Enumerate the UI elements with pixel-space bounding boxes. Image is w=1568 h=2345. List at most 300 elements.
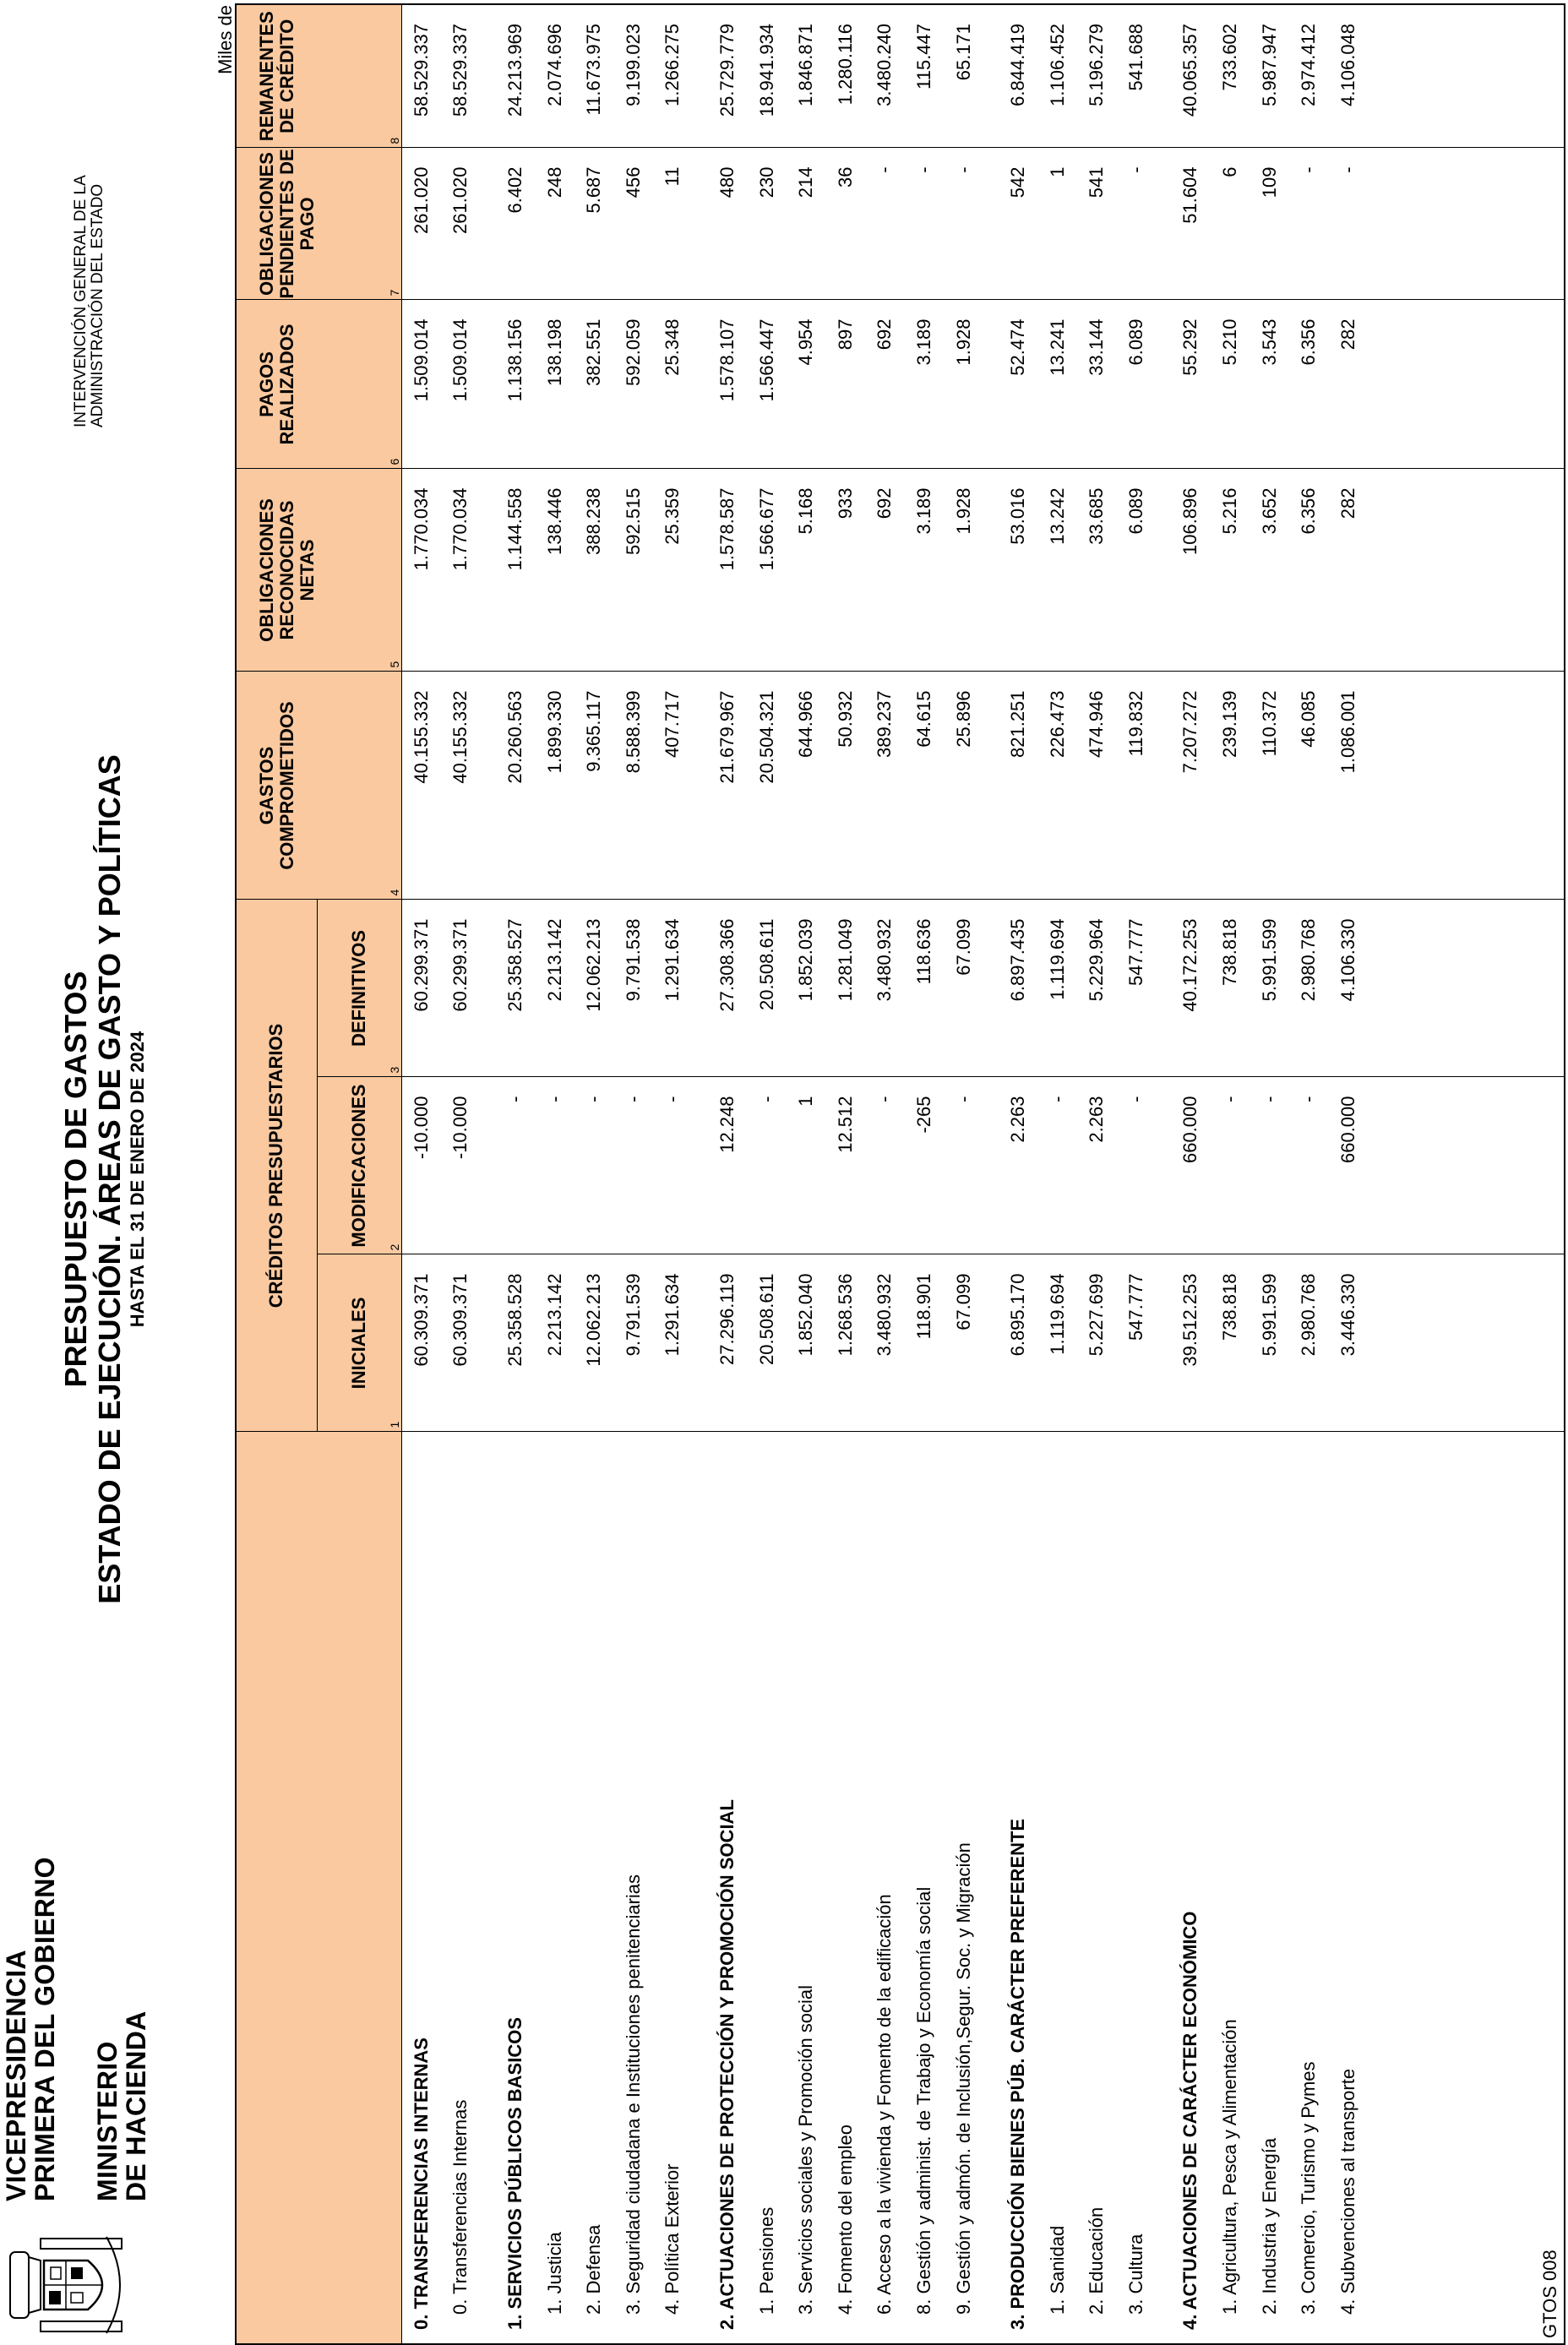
spacer-cell xyxy=(481,1254,496,1432)
page-subtitle: ESTADO DE EJECUCIÓN. ÁREAS DE GASTO Y POLÍTICAS xyxy=(92,754,127,1604)
value-cell: 9.791.539 xyxy=(613,1254,653,1432)
value-cell: 1.281.049 xyxy=(825,900,865,1077)
value-cell: 282 xyxy=(1329,300,1369,469)
value-cell: 1.928 xyxy=(944,300,983,469)
value-cell: 2.074.696 xyxy=(535,4,574,148)
value-cell: - xyxy=(496,1077,536,1254)
spacer-cell xyxy=(693,900,708,1077)
value-cell: 547.777 xyxy=(1117,900,1157,1077)
value-cell: 3.652 xyxy=(1250,469,1289,672)
value-cell: 2.213.142 xyxy=(535,900,574,1077)
value-cell: 6.356 xyxy=(1289,469,1329,672)
value-cell: 12.512 xyxy=(825,1077,865,1254)
spacer-cell xyxy=(1156,1254,1171,1432)
value-cell: 261.020 xyxy=(441,148,481,300)
spacer-cell xyxy=(1156,1432,1171,2344)
value-cell: 897 xyxy=(825,300,865,469)
value-cell: -10.000 xyxy=(401,1077,441,1254)
value-cell: 541 xyxy=(1077,148,1117,300)
label-header xyxy=(236,1432,401,2344)
value-cell: 738.818 xyxy=(1211,900,1250,1077)
value-cell: - xyxy=(1037,1077,1077,1254)
row-label: 3. Servicios sociales y Promoción social xyxy=(787,1432,826,2344)
filler-cell xyxy=(1368,1254,1565,1432)
value-cell: 6.356 xyxy=(1289,300,1329,469)
spacer-cell xyxy=(983,900,999,1077)
value-cell: 20.508.611 xyxy=(747,1254,787,1432)
value-cell: -10.000 xyxy=(441,1077,481,1254)
spacer-cell xyxy=(481,1077,496,1254)
value-cell: 9.365.117 xyxy=(574,672,614,900)
value-cell: -265 xyxy=(905,1077,945,1254)
spacer-cell xyxy=(983,1254,999,1432)
value-cell: 5.227.699 xyxy=(1077,1254,1117,1432)
value-cell: 40.172.253 xyxy=(1171,900,1211,1077)
title-block xyxy=(59,689,149,1669)
filler-cell xyxy=(1368,4,1565,148)
value-cell: 12.248 xyxy=(708,1077,748,1254)
filler-cell xyxy=(1368,1077,1565,1254)
value-cell: 282 xyxy=(1329,469,1369,672)
row-label: 3. Seguridad ciudadana e Instituciones penitenciarias xyxy=(613,1432,653,2344)
value-cell: 1.578.587 xyxy=(708,469,748,672)
value-cell: 3.189 xyxy=(905,469,945,672)
value-cell: 2.263 xyxy=(1077,1077,1117,1254)
value-cell: 25.359 xyxy=(653,469,693,672)
value-cell: 2.980.768 xyxy=(1289,1254,1329,1432)
table-body xyxy=(401,4,1565,2344)
value-cell: 1.119.694 xyxy=(1037,1254,1077,1432)
value-cell: 1.852.039 xyxy=(787,900,826,1077)
value-cell: 18.941.934 xyxy=(747,4,787,148)
value-cell: 541.688 xyxy=(1117,4,1157,148)
value-cell: 1 xyxy=(1037,148,1077,300)
value-cell: 1.106.452 xyxy=(1037,4,1077,148)
pagos-header xyxy=(236,300,401,469)
value-cell: 27.296.119 xyxy=(708,1254,748,1432)
value-cell: - xyxy=(574,1077,614,1254)
value-cell: 13.241 xyxy=(1037,300,1077,469)
ministry-line: VICEPRESIDENCIA xyxy=(1,1950,31,2201)
row-label: 6. Acceso a la vivienda y Fomento de la edificación xyxy=(865,1432,905,2344)
spacer-cell xyxy=(983,1432,999,2344)
value-cell: 1.566.447 xyxy=(747,300,787,469)
obligaciones-header xyxy=(236,469,401,672)
page-title: PRESUPUESTO DE GASTOS xyxy=(58,971,93,1388)
value-cell: 3.480.932 xyxy=(865,900,905,1077)
spacer-cell xyxy=(481,4,496,148)
filler-cell xyxy=(1368,300,1565,469)
institution-line: INTERVENCIÓN GENERAL DE LA xyxy=(72,175,90,427)
value-cell: - xyxy=(1329,148,1369,300)
value-cell: 25.348 xyxy=(653,300,693,469)
value-cell: 60.309.371 xyxy=(401,1254,441,1432)
value-cell: 5.210 xyxy=(1211,300,1250,469)
policy-row xyxy=(1329,4,1369,2344)
value-cell: 3.480.240 xyxy=(865,4,905,148)
value-cell: 592.059 xyxy=(613,300,653,469)
value-cell: 5.987.947 xyxy=(1250,4,1289,148)
value-cell: - xyxy=(747,1077,787,1254)
value-cell: 9.791.538 xyxy=(613,900,653,1077)
ministry-line: DE HACIENDA xyxy=(121,2010,151,2201)
value-cell: 547.777 xyxy=(1117,1254,1157,1432)
policy-row xyxy=(535,4,574,2344)
ministry-block xyxy=(2,1857,150,2201)
ministry-line: PRIMERA DEL GOBIERNO xyxy=(30,1857,60,2201)
value-cell: 692 xyxy=(865,469,905,672)
spacer-cell xyxy=(693,300,708,469)
area-row xyxy=(999,4,1038,2344)
value-cell: 65.171 xyxy=(944,4,983,148)
spacer-cell xyxy=(481,1432,496,2344)
value-cell: 39.512.253 xyxy=(1171,1254,1211,1432)
value-cell: 25.358.527 xyxy=(496,900,536,1077)
value-cell: 2.980.768 xyxy=(1289,900,1329,1077)
policy-row xyxy=(613,4,653,2344)
value-cell: 5.229.964 xyxy=(1077,900,1117,1077)
value-cell: 118.901 xyxy=(905,1254,945,1432)
column-number: 7 xyxy=(387,289,401,297)
value-cell: 821.251 xyxy=(999,672,1038,900)
row-label: 0. TRANSFERENCIAS INTERNAS xyxy=(401,1432,441,2344)
spacer-cell xyxy=(983,4,999,148)
row-label: 2. Industria y Energía xyxy=(1250,1432,1289,2344)
pendientes-header-label: OBLIGACIONES PENDIENTES DE PAGO xyxy=(256,149,318,299)
value-cell: 110.372 xyxy=(1250,672,1289,900)
value-cell: 474.946 xyxy=(1077,672,1117,900)
value-cell: 1.291.634 xyxy=(653,1254,693,1432)
value-cell: 1.138.156 xyxy=(496,300,536,469)
value-cell: 25.358.528 xyxy=(496,1254,536,1432)
value-cell: 738.818 xyxy=(1211,1254,1250,1432)
value-cell: 6.089 xyxy=(1117,300,1157,469)
policy-row xyxy=(747,4,787,2344)
value-cell: 67.099 xyxy=(944,1254,983,1432)
value-cell: 40.155.332 xyxy=(401,672,441,900)
value-cell: 6 xyxy=(1211,148,1250,300)
pagos-header-label: PAGOS REALIZADOS xyxy=(256,324,297,445)
value-cell: 12.062.213 xyxy=(574,900,614,1077)
value-cell: - xyxy=(535,1077,574,1254)
value-cell: 33.685 xyxy=(1077,469,1117,672)
row-label: 3. Cultura xyxy=(1117,1432,1157,2344)
value-cell: 1.928 xyxy=(944,469,983,672)
value-cell: - xyxy=(905,148,945,300)
spacer-cell xyxy=(481,148,496,300)
area-row xyxy=(496,4,536,2344)
remanentes-header-label: REMANENTES DE CRÉDITO xyxy=(256,11,297,142)
row-label: 1. Justicia xyxy=(535,1432,574,2344)
value-cell: 20.260.563 xyxy=(496,672,536,900)
ministry-line: MINISTERIO xyxy=(92,2041,122,2201)
value-cell: 226.473 xyxy=(1037,672,1077,900)
value-cell: - xyxy=(1250,1077,1289,1254)
column-number: 5 xyxy=(387,661,401,668)
value-cell: 1.770.034 xyxy=(401,469,441,672)
value-cell: 6.402 xyxy=(496,148,536,300)
modificaciones-header xyxy=(317,1077,401,1254)
value-cell: 119.832 xyxy=(1117,672,1157,900)
date-subtitle: HASTA EL 31 DE ENERO DE 2024 xyxy=(127,1031,148,1328)
value-cell: 2.263 xyxy=(999,1077,1038,1254)
value-cell: 644.966 xyxy=(787,672,826,900)
value-cell: - xyxy=(1289,148,1329,300)
value-cell: 1.852.040 xyxy=(787,1254,826,1432)
value-cell: 106.896 xyxy=(1171,469,1211,672)
spacer-row xyxy=(1156,4,1171,2344)
filler-cell xyxy=(1368,469,1565,672)
value-cell: 6.895.170 xyxy=(999,1254,1038,1432)
value-cell: 9.199.023 xyxy=(613,4,653,148)
value-cell: 36 xyxy=(825,148,865,300)
value-cell: 24.213.969 xyxy=(496,4,536,148)
value-cell: 4.106.048 xyxy=(1329,4,1369,148)
policy-row xyxy=(944,4,983,2344)
row-label: 9. Gestión y admón. de Inclusión,Segur. Soc. y Migración xyxy=(944,1432,983,2344)
row-label: 0. Transferencias Internas xyxy=(441,1432,481,2344)
value-cell: 7.207.272 xyxy=(1171,672,1211,900)
spacer-cell xyxy=(693,1077,708,1254)
policy-row xyxy=(441,4,481,2344)
value-cell: 1.119.694 xyxy=(1037,900,1077,1077)
value-cell: 67.099 xyxy=(944,900,983,1077)
column-number: 3 xyxy=(387,1066,401,1074)
definitivos-header xyxy=(317,900,401,1077)
value-cell: - xyxy=(944,1077,983,1254)
spacer-row xyxy=(693,4,708,2344)
spacer-row xyxy=(983,4,999,2344)
value-cell: 138.198 xyxy=(535,300,574,469)
value-cell: - xyxy=(865,1077,905,1254)
value-cell: 230 xyxy=(747,148,787,300)
area-row xyxy=(1171,4,1211,2344)
creditos-header: CRÉDITOS PRESUPUESTARIOS xyxy=(236,900,317,1432)
value-cell: 239.139 xyxy=(1211,672,1250,900)
policy-row xyxy=(787,4,826,2344)
spacer-cell xyxy=(1156,672,1171,900)
value-cell: - xyxy=(1117,148,1157,300)
filler-cell xyxy=(1368,1432,1565,2344)
iniciales-header-label: INICIALES xyxy=(348,1297,369,1390)
row-label: 2. ACTUACIONES DE PROTECCIÓN Y PROMOCIÓN SOCIAL xyxy=(708,1432,748,2344)
value-cell: 660.000 xyxy=(1329,1077,1369,1254)
row-label: 8. Gestión y administ. de Trabajo y Economía social xyxy=(905,1432,945,2344)
value-cell: 20.504.321 xyxy=(747,672,787,900)
policy-row xyxy=(1250,4,1289,2344)
column-number: 2 xyxy=(387,1243,401,1251)
row-label: 2. Educación xyxy=(1077,1432,1117,2344)
value-cell: 109 xyxy=(1250,148,1289,300)
row-label: 4. Política Exterior xyxy=(653,1432,693,2344)
value-cell: 456 xyxy=(613,148,653,300)
value-cell: 1 xyxy=(787,1077,826,1254)
value-cell: - xyxy=(1211,1077,1250,1254)
value-cell: 60.299.371 xyxy=(401,900,441,1077)
row-label: 3. PRODUCCIÓN BIENES PÚB. CARÁCTER PREFERENTE xyxy=(999,1432,1038,2344)
policy-row xyxy=(1289,4,1329,2344)
value-cell: 11 xyxy=(653,148,693,300)
value-cell: 115.447 xyxy=(905,4,945,148)
value-cell: 733.602 xyxy=(1211,4,1250,148)
value-cell: 58.529.337 xyxy=(441,4,481,148)
spacer-cell xyxy=(693,469,708,672)
value-cell: 6.089 xyxy=(1117,469,1157,672)
value-cell: 5.168 xyxy=(787,469,826,672)
institution-line: ADMINISTRACIÓN DEL ESTADO xyxy=(89,183,106,427)
value-cell: 2.974.412 xyxy=(1289,4,1329,148)
value-cell: - xyxy=(1117,1077,1157,1254)
value-cell: 118.636 xyxy=(905,900,945,1077)
value-cell: 1.266.275 xyxy=(653,4,693,148)
value-cell: - xyxy=(613,1077,653,1254)
definitivos-header-label: DEFINITIVOS xyxy=(348,929,369,1047)
value-cell: 5.216 xyxy=(1211,469,1250,672)
value-cell: - xyxy=(944,148,983,300)
value-cell: 660.000 xyxy=(1171,1077,1211,1254)
remanentes-header xyxy=(236,4,401,148)
value-cell: 1.509.014 xyxy=(401,300,441,469)
spacer-cell xyxy=(1156,900,1171,1077)
pendientes-header xyxy=(236,148,401,300)
value-cell: 33.144 xyxy=(1077,300,1117,469)
spacer-cell xyxy=(693,148,708,300)
value-cell: 4.106.330 xyxy=(1329,900,1369,1077)
spacer-cell xyxy=(481,300,496,469)
row-label: 1. Sanidad xyxy=(1037,1432,1077,2344)
gastos-header-label: GASTOS COMPROMETIDOS xyxy=(256,701,297,870)
value-cell: 933 xyxy=(825,469,865,672)
filler-cell xyxy=(1368,672,1565,900)
value-cell: 542 xyxy=(999,148,1038,300)
value-cell: 2.213.142 xyxy=(535,1254,574,1432)
row-label: 1. Agricultura, Pesca y Alimentación xyxy=(1211,1432,1250,2344)
policy-row xyxy=(1077,4,1117,2344)
value-cell: 1.086.001 xyxy=(1329,672,1369,900)
value-cell: 214 xyxy=(787,148,826,300)
gastos-header xyxy=(236,672,401,900)
budget-table xyxy=(235,3,1565,2345)
column-number: 6 xyxy=(387,458,401,465)
value-cell: 3.446.330 xyxy=(1329,1254,1369,1432)
value-cell: 1.291.634 xyxy=(653,900,693,1077)
value-cell: 51.604 xyxy=(1171,148,1211,300)
value-cell: 25.896 xyxy=(944,672,983,900)
policy-row xyxy=(653,4,693,2344)
value-cell: 5.991.599 xyxy=(1250,900,1289,1077)
row-label: 1. SERVICIOS PÚBLICOS BASICOS xyxy=(496,1432,536,2344)
value-cell: 3.189 xyxy=(905,300,945,469)
spacer-cell xyxy=(481,469,496,672)
value-cell: 480 xyxy=(708,148,748,300)
institution-block xyxy=(73,175,106,427)
value-cell: 60.299.371 xyxy=(441,900,481,1077)
spacer-cell xyxy=(983,1077,999,1254)
policy-row xyxy=(1117,4,1157,2344)
filler-cell xyxy=(1368,900,1565,1077)
value-cell: 1.144.558 xyxy=(496,469,536,672)
value-cell: - xyxy=(865,148,905,300)
spacer-cell xyxy=(693,1432,708,2344)
spacer-cell xyxy=(983,300,999,469)
value-cell: 12.062.213 xyxy=(574,1254,614,1432)
value-cell: 248 xyxy=(535,148,574,300)
spacer-cell xyxy=(481,900,496,1077)
value-cell: 13.242 xyxy=(1037,469,1077,672)
value-cell: 3.543 xyxy=(1250,300,1289,469)
spacer-cell xyxy=(1156,4,1171,148)
value-cell: 55.292 xyxy=(1171,300,1211,469)
policy-row xyxy=(905,4,945,2344)
value-cell: 20.508.611 xyxy=(747,900,787,1077)
spacer-cell xyxy=(1156,1077,1171,1254)
value-cell: 46.085 xyxy=(1289,672,1329,900)
value-cell: - xyxy=(653,1077,693,1254)
spacer-cell xyxy=(1156,148,1171,300)
value-cell: 382.551 xyxy=(574,300,614,469)
filler-row xyxy=(1368,4,1565,2344)
spacer-cell xyxy=(1156,469,1171,672)
value-cell: 40.065.357 xyxy=(1171,4,1211,148)
row-label: 2. Defensa xyxy=(574,1432,614,2344)
value-cell: 53.016 xyxy=(999,469,1038,672)
value-cell: 592.515 xyxy=(613,469,653,672)
row-label: 1. Pensiones xyxy=(747,1432,787,2344)
units-label: Miles de xyxy=(215,5,236,74)
value-cell: 1.566.677 xyxy=(747,469,787,672)
coat-of-arms-icon xyxy=(7,2235,132,2335)
value-cell: 1.280.116 xyxy=(825,4,865,148)
spacer-cell xyxy=(983,148,999,300)
value-cell: 11.673.975 xyxy=(574,4,614,148)
value-cell: 389.237 xyxy=(865,672,905,900)
value-cell: 5.687 xyxy=(574,148,614,300)
spacer-cell xyxy=(693,672,708,900)
value-cell: 261.020 xyxy=(401,148,441,300)
policy-row xyxy=(1211,4,1250,2344)
policy-row xyxy=(825,4,865,2344)
value-cell: 8.588.399 xyxy=(613,672,653,900)
value-cell: 1.268.536 xyxy=(825,1254,865,1432)
value-cell: 1.770.034 xyxy=(441,469,481,672)
value-cell: 64.615 xyxy=(905,672,945,900)
value-cell: 27.308.366 xyxy=(708,900,748,1077)
value-cell: 58.529.337 xyxy=(401,4,441,148)
value-cell: 5.991.599 xyxy=(1250,1254,1289,1432)
policy-row xyxy=(1037,4,1077,2344)
value-cell: 6.897.435 xyxy=(999,900,1038,1077)
value-cell: 1.846.871 xyxy=(787,4,826,148)
value-cell: - xyxy=(1289,1077,1329,1254)
document-code: GTOS 008 xyxy=(1539,2250,1560,2338)
value-cell: 40.155.332 xyxy=(441,672,481,900)
spacer-cell xyxy=(1156,300,1171,469)
modificaciones-header-label: MODIFICACIONES xyxy=(348,1084,369,1248)
value-cell: 388.238 xyxy=(574,469,614,672)
obligaciones-header-label: OBLIGACIONES RECONOCIDAS NETAS xyxy=(256,498,318,642)
value-cell: 6.844.419 xyxy=(999,4,1038,148)
spacer-cell xyxy=(983,469,999,672)
area-row xyxy=(708,4,748,2344)
value-cell: 1.578.107 xyxy=(708,300,748,469)
policy-row xyxy=(574,4,614,2344)
policy-row xyxy=(865,4,905,2344)
value-cell: 60.309.371 xyxy=(441,1254,481,1432)
value-cell: 3.480.932 xyxy=(865,1254,905,1432)
value-cell: 4.954 xyxy=(787,300,826,469)
spacer-cell xyxy=(693,4,708,148)
spacer-cell xyxy=(983,672,999,900)
